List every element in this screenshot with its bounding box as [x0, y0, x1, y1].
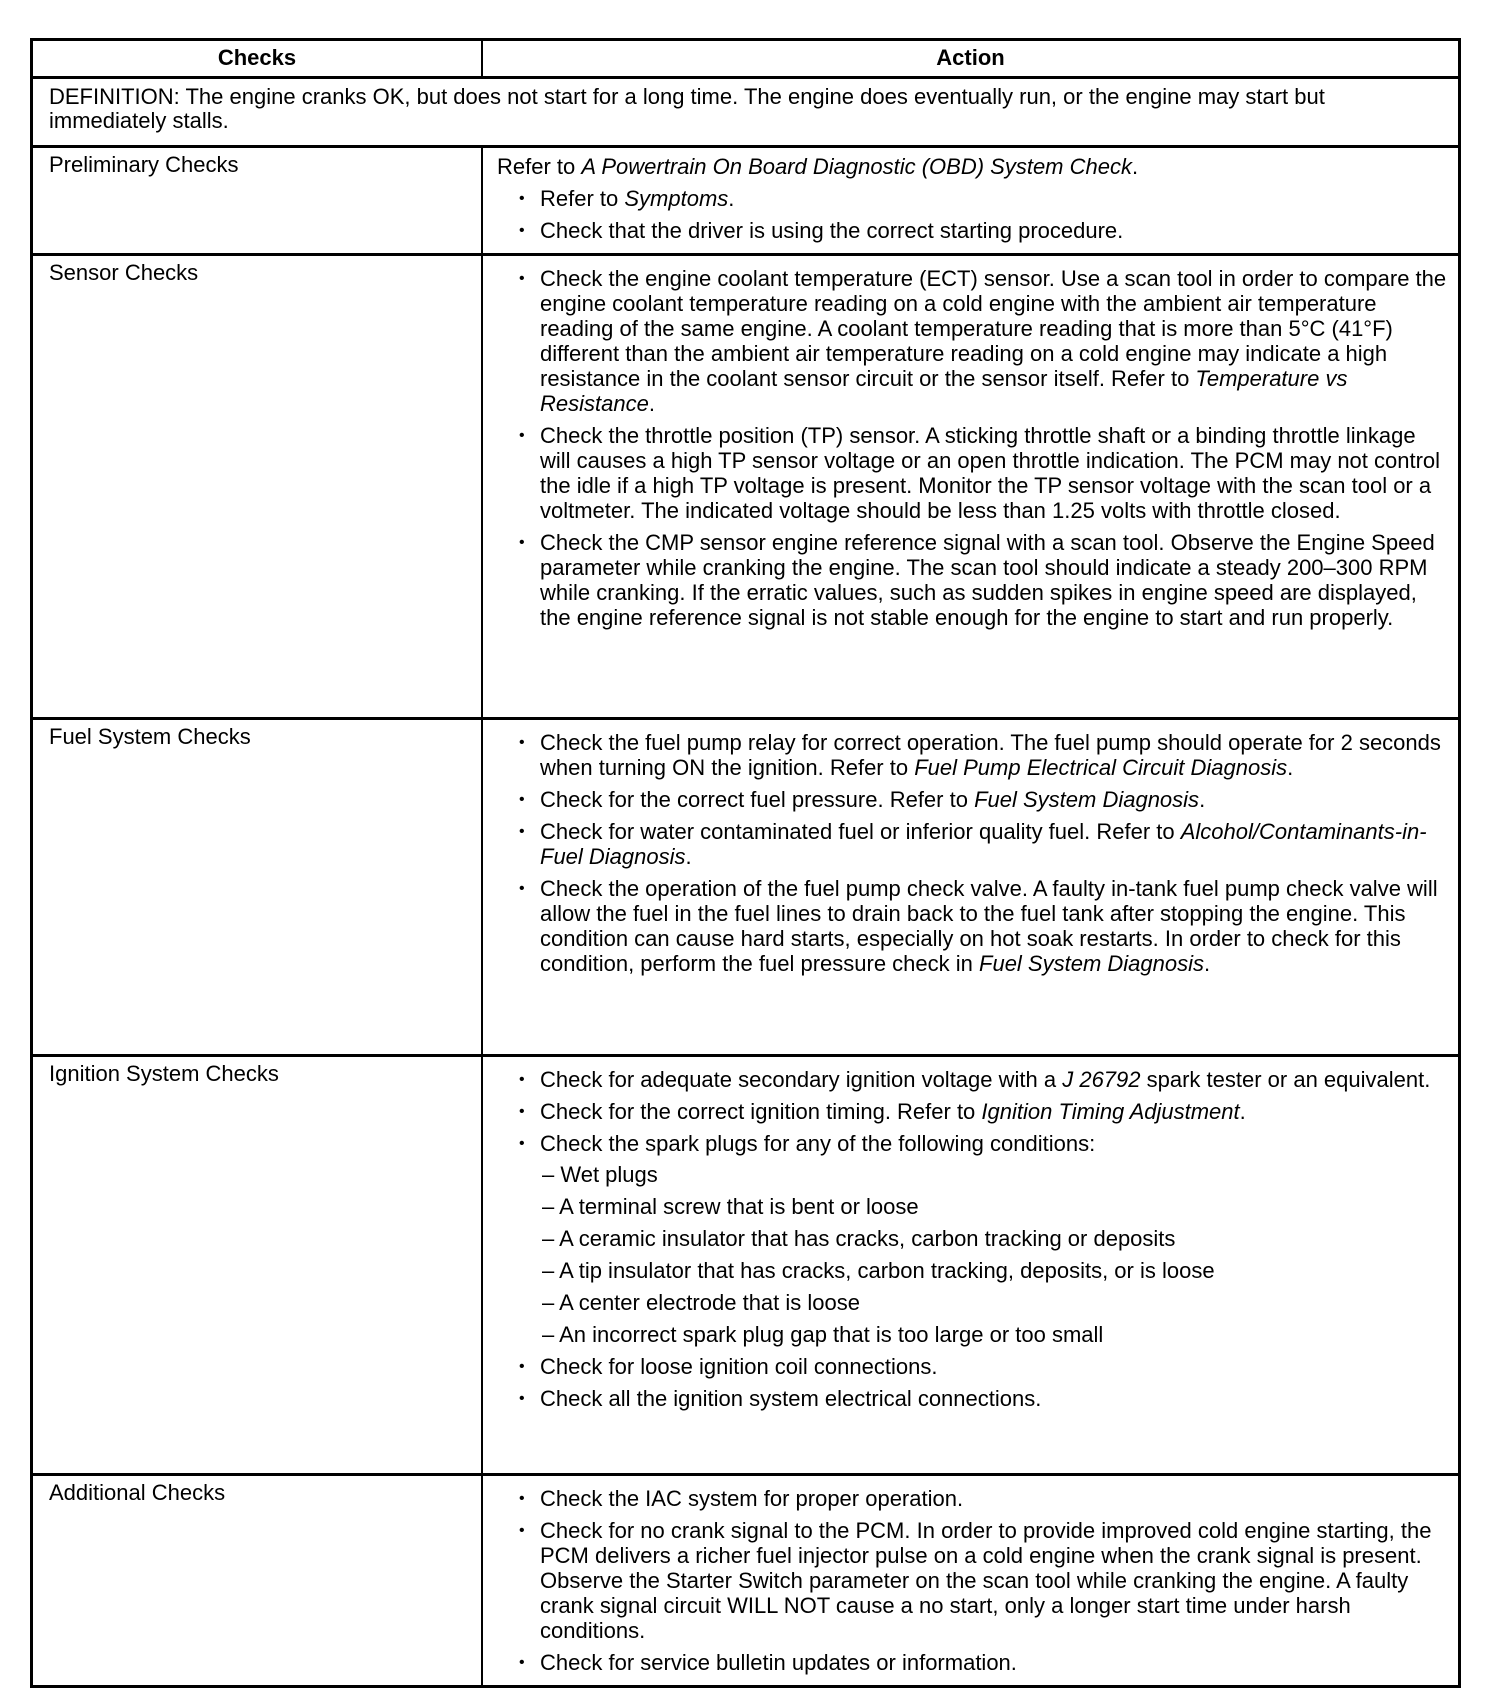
reference-link: Fuel System Diagnosis — [974, 787, 1200, 812]
list-item: • Check the operation of the fuel pump check valve. A faulty in-tank fuel pump check valve will allow the fuel in the fuel lines to drain back to the fuel tank after stopping the engine. This condition can cause hard starts, especially on hot soak restarts. In order to check for this condition, perform the fuel pressure check in Fuel System Diagnosis. — [519, 876, 1438, 976]
row-label: Ignition System Checks — [49, 1061, 279, 1086]
bullet-icon: • — [519, 880, 525, 897]
sub-list-item: – A tip insulator that has cracks, carbon tracking, deposits, or is loose — [542, 1258, 1215, 1283]
list-item: • Check for no crank signal to the PCM. In order to provide improved cold engine starting, the PCM delivers a richer fuel injector pulse on a cold engine when the crank signal is present. Observe the Starter Switch parameter on the scan tool while cranking the engine. A faulty crank signal circuit WILL NOT cause a no start, only a longer start time under harsh conditions. — [519, 1518, 1432, 1643]
reference-link: Temperature vs Resistance — [540, 366, 1348, 416]
lead-text: Refer to A Powertrain On Board Diagnostic (OBD) System Check. — [497, 154, 1139, 179]
bullet-icon: • — [519, 1522, 525, 1539]
table-row-additional — [33, 1473, 1458, 1685]
sub-list-item: – A center electrode that is loose — [542, 1290, 860, 1315]
list-item: • Check that the driver is using the correct starting procedure. — [519, 218, 1124, 243]
bullet-icon: • — [519, 1071, 525, 1088]
row-action — [483, 1057, 1458, 1473]
bullet-icon: • — [519, 534, 525, 551]
list-item: • Check the spark plugs for any of the following conditions: – Wet plugs – A terminal screw that is bent or loose – A ceramic insulator that has cracks, carbon tracking or deposits – A tip insulator that has cracks, carbon tracking, deposits, or is loose – A center electrode that is loose – An incorrect spark plug gap that is too large or too small — [497, 1131, 1448, 1347]
bullet-icon: • — [519, 791, 525, 808]
row-label: Fuel System Checks — [49, 724, 251, 749]
list-item: • Check for service bulletin updates or information. — [519, 1650, 1017, 1675]
row-action — [483, 1476, 1458, 1685]
bullet-icon: • — [519, 427, 525, 444]
table-header-row — [33, 41, 1458, 76]
table-row-preliminary — [33, 145, 1458, 253]
list-item: • Check the CMP sensor engine reference signal with a scan tool. Observe the Engine Speed parameter while cranking the engine. The scan tool should indicate a steady 200–300 RPM while cranking. If the erratic values, such as sudden spikes in engine speed are displayed, the engine reference signal is not stable enough for the engine to start and run properly. — [519, 530, 1435, 630]
list-item: • Check for water contaminated fuel or inferior quality fuel. Refer to Alcohol/Contaminants-in-Fuel Diagnosis. — [519, 819, 1427, 869]
bullet-icon: • — [519, 222, 525, 239]
reference-link: Symptoms — [624, 186, 729, 211]
table-row-ignition — [33, 1054, 1458, 1473]
bullet-icon: • — [519, 1135, 525, 1152]
list-item: • Refer to Symptoms. — [519, 186, 735, 211]
tool-reference: J 26792 — [1062, 1067, 1141, 1092]
reference-link: Ignition Timing Adjustment — [981, 1099, 1240, 1124]
spark-plug-conditions — [497, 1162, 1448, 1347]
bullet-icon: • — [519, 1490, 525, 1507]
reference-link: A Powertrain On Board Diagnostic (OBD) System Check — [581, 154, 1132, 179]
table-row-sensor — [33, 253, 1458, 717]
list-item: • Check for the correct ignition timing. Refer to Ignition Timing Adjustment. — [519, 1099, 1246, 1124]
row-label: Additional Checks — [49, 1480, 226, 1505]
row-action — [483, 720, 1458, 1054]
bullet-icon: • — [519, 734, 525, 751]
header-checks: Checks — [33, 41, 483, 76]
list-item: • Check for adequate secondary ignition voltage with a J 26792 spark tester or an equivalent. — [519, 1067, 1431, 1092]
bullet-icon: • — [519, 1358, 525, 1375]
list-item: • Check the engine coolant temperature (ECT) sensor. Use a scan tool in order to compare the engine coolant temperature reading on a cold engine with the ambient air temperature reading of the same engine. A coolant temperature reading that is more than 5°C (41°F) different than the ambient air temperature reading on a cold engine may indicate a high resistance in the coolant sensor circuit or the sensor itself. Refer to Temperature vs Resistance. — [519, 266, 1447, 416]
bullet-icon: • — [519, 190, 525, 207]
list-item: • Check the throttle position (TP) sensor. A sticking throttle shaft or a binding throttle linkage will causes a high TP sensor voltage or an open throttle indication. The PCM may not control the idle if a high TP voltage is present. Monitor the TP sensor voltage with the scan tool or a voltmeter. The indicated voltage should be less than 1.25 volts with throttle closed. — [519, 423, 1441, 523]
table-row-fuel — [33, 717, 1458, 1054]
bullet-icon: • — [519, 823, 525, 840]
definition-text: DEFINITION: The engine cranks OK, but does not start for a long time. The engine does eventually run, or the engine may start but immediately stalls. — [49, 84, 1325, 133]
reference-link: Fuel Pump Electrical Circuit Diagnosis — [914, 755, 1288, 780]
bullet-icon: • — [519, 1103, 525, 1120]
row-action — [483, 148, 1458, 253]
list-item: • Check all the ignition system electrical connections. — [519, 1386, 1042, 1411]
row-action — [483, 256, 1458, 717]
reference-link: Fuel System Diagnosis — [979, 951, 1204, 976]
list-item: • Check the IAC system for proper operation. — [519, 1486, 964, 1511]
list-item: • Check for loose ignition coil connections. — [519, 1354, 938, 1379]
bullet-icon: • — [519, 1390, 525, 1407]
bullet-icon: • — [519, 270, 525, 287]
sub-list-item: – A ceramic insulator that has cracks, carbon tracking or deposits — [542, 1226, 1176, 1251]
reference-link: Alcohol/Contaminants-in-Fuel Diagnosis — [540, 819, 1427, 869]
diagnostic-table — [30, 38, 1461, 1688]
sub-list-item: – An incorrect spark plug gap that is too large or too small — [542, 1322, 1104, 1347]
header-action: Action — [936, 45, 1005, 70]
sub-list-item: – A terminal screw that is bent or loose — [542, 1194, 919, 1219]
definition-row — [33, 76, 1458, 145]
sub-list-item: – Wet plugs — [542, 1162, 658, 1187]
bullet-icon: • — [519, 1654, 525, 1671]
list-item: • Check for the correct fuel pressure. Refer to Fuel System Diagnosis. — [519, 787, 1206, 812]
list-item: • Check the fuel pump relay for correct operation. The fuel pump should operate for 2 seconds when turning ON the ignition. Refer to Fuel Pump Electrical Circuit Diagnosis. — [519, 730, 1441, 780]
row-label: Preliminary Checks — [49, 152, 239, 177]
row-label: Sensor Checks — [49, 260, 199, 285]
